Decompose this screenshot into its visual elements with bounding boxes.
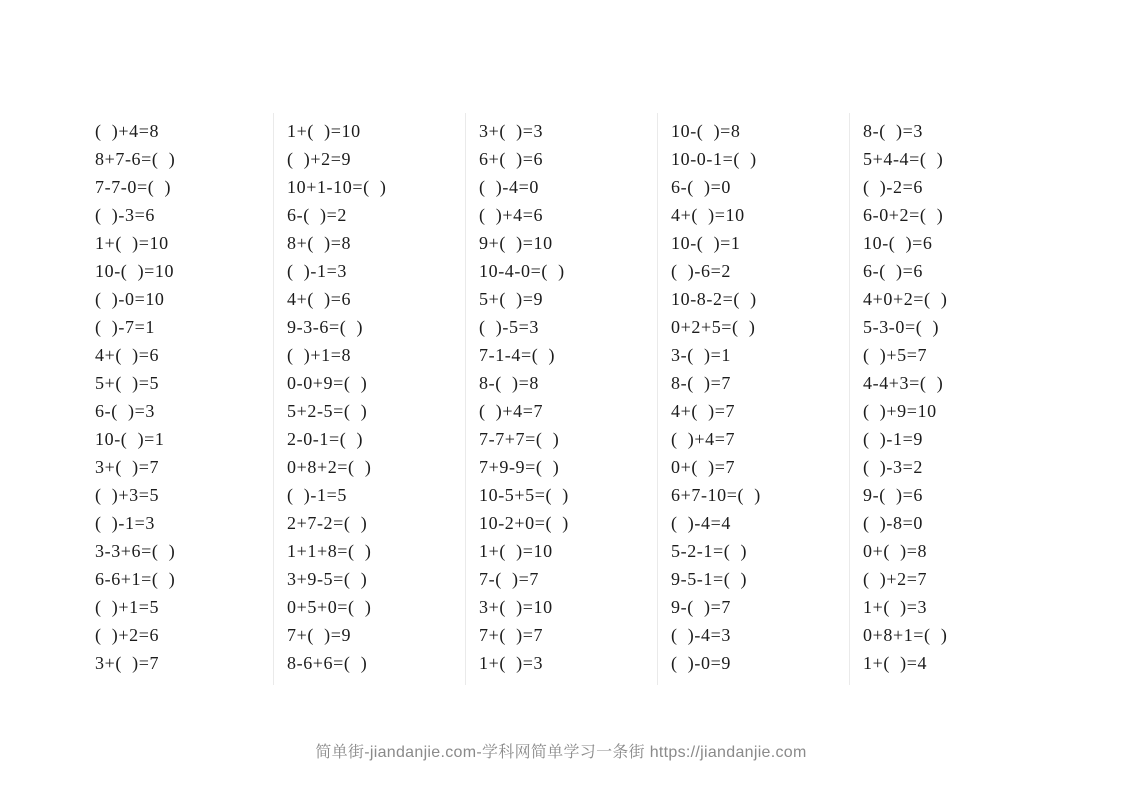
problem-item: 7+( )=7 xyxy=(479,625,544,645)
problem-item: 0+( )=8 xyxy=(863,541,928,561)
problem-item: 10-4-0=( ) xyxy=(479,261,565,281)
problem-item: 9-( )=7 xyxy=(671,597,731,617)
problem-item: ( )-1=3 xyxy=(95,513,155,533)
problem-item: ( )-5=3 xyxy=(479,317,539,337)
problem-item: 6-( )=2 xyxy=(287,205,347,225)
worksheet-column-5 xyxy=(849,113,1041,685)
worksheet-column-4 xyxy=(657,113,849,685)
problem-item: 0+8+2=( ) xyxy=(287,457,372,477)
problem-item: 6-( )=0 xyxy=(671,177,731,197)
problem-item: 0-0+9=( ) xyxy=(287,373,368,393)
problem-item: 5+( )=9 xyxy=(479,289,544,309)
problem-item: 1+( )=10 xyxy=(95,233,169,253)
problem-item: ( )-4=4 xyxy=(671,513,731,533)
problem-item: 6-( )=3 xyxy=(95,401,155,421)
problem-item: 10-( )=1 xyxy=(671,233,741,253)
problem-item: ( )-4=3 xyxy=(671,625,731,645)
problem-item: 10-( )=10 xyxy=(95,261,175,281)
worksheet-column-1 xyxy=(81,113,273,685)
problem-item: 7+9-9=( ) xyxy=(479,457,560,477)
problem-item: 0+2+5=( ) xyxy=(671,317,756,337)
problem-item: 7-( )=7 xyxy=(479,569,539,589)
problem-item: 6-6+1=( ) xyxy=(95,569,176,589)
problem-item: 9+( )=10 xyxy=(479,233,553,253)
problem-item: ( )-3=6 xyxy=(95,205,155,225)
problem-item: ( )+3=5 xyxy=(95,485,160,505)
problem-item: 10-( )=8 xyxy=(671,121,741,141)
problem-item: 5-2-1=( ) xyxy=(671,541,748,561)
problem-item: 4+( )=6 xyxy=(95,345,160,365)
worksheet-columns xyxy=(81,113,1041,685)
problem-item: ( )+1=8 xyxy=(287,345,352,365)
problem-item: 5+2-5=( ) xyxy=(287,401,368,421)
problem-item: 5+( )=5 xyxy=(95,373,160,393)
problem-item: 9-( )=6 xyxy=(863,485,923,505)
problem-item: ( )+2=7 xyxy=(863,569,928,589)
problem-item: ( )-6=2 xyxy=(671,261,731,281)
problem-item: 1+( )=3 xyxy=(863,597,928,617)
problem-item: ( )+2=9 xyxy=(287,149,352,169)
problem-item: ( )-0=10 xyxy=(95,289,165,309)
problem-item: 10-5+5=( ) xyxy=(479,485,569,505)
problem-item: 2+7-2=( ) xyxy=(287,513,368,533)
problem-item: 4+( )=7 xyxy=(671,401,736,421)
problem-item: 8-( )=3 xyxy=(863,121,923,141)
problem-item: 0+8+1=( ) xyxy=(863,625,948,645)
problem-item: 1+( )=4 xyxy=(863,653,928,673)
problem-item: ( )+4=6 xyxy=(479,205,544,225)
problem-item: 1+( )=3 xyxy=(479,653,544,673)
problem-item: 4+0+2=( ) xyxy=(863,289,948,309)
problem-item: 7-1-4=( ) xyxy=(479,345,556,365)
problem-item: 10-2+0=( ) xyxy=(479,513,569,533)
footer-watermark: 简单街-jiandanjie.com-学科网简单学习一条街 https://jiandanjie.com xyxy=(315,744,807,761)
problem-item: 6-0+2=( ) xyxy=(863,205,944,225)
problem-item: 3+( )=7 xyxy=(95,653,160,673)
problem-item: 1+( )=10 xyxy=(287,121,361,141)
problem-item: ( )-0=9 xyxy=(671,653,731,673)
problem-item: 9-3-6=( ) xyxy=(287,317,364,337)
problem-item: ( )-1=9 xyxy=(863,429,923,449)
problem-item: ( )+4=8 xyxy=(95,121,160,141)
problem-item: 1+1+8=( ) xyxy=(287,541,372,561)
problem-item: 4-4+3=( ) xyxy=(863,373,944,393)
problem-item: 7-7+7=( ) xyxy=(479,429,560,449)
problem-item: 9-5-1=( ) xyxy=(671,569,748,589)
problem-item: ( )+4=7 xyxy=(671,429,736,449)
problem-item: 7-7-0=( ) xyxy=(95,177,172,197)
problem-item: ( )-3=2 xyxy=(863,457,923,477)
problem-item: ( )-4=0 xyxy=(479,177,539,197)
problem-item: 3-3+6=( ) xyxy=(95,541,176,561)
problem-item: 8+7-6=( ) xyxy=(95,149,176,169)
problem-item: ( )+4=7 xyxy=(479,401,544,421)
problem-item: 3+9-5=( ) xyxy=(287,569,368,589)
problem-item: 10+1-10=( ) xyxy=(287,177,387,197)
problem-item: 4+( )=10 xyxy=(671,205,745,225)
problem-item: 8+( )=8 xyxy=(287,233,352,253)
problem-item: ( )-1=3 xyxy=(287,261,347,281)
problem-item: ( )-1=5 xyxy=(287,485,347,505)
problem-item: 3+( )=7 xyxy=(95,457,160,477)
problem-item: 6+( )=6 xyxy=(479,149,544,169)
problem-item: 3+( )=3 xyxy=(479,121,544,141)
problem-item: 0+5+0=( ) xyxy=(287,597,372,617)
problem-item: 6-( )=6 xyxy=(863,261,923,281)
problem-item: 5-3-0=( ) xyxy=(863,317,940,337)
problem-item: 8-( )=8 xyxy=(479,373,539,393)
problem-item: ( )+5=7 xyxy=(863,345,928,365)
problem-item: ( )+2=6 xyxy=(95,625,160,645)
problem-item: ( )+9=10 xyxy=(863,401,937,421)
problem-item: 10-0-1=( ) xyxy=(671,149,757,169)
problem-item: 1+( )=10 xyxy=(479,541,553,561)
problem-item: ( )+1=5 xyxy=(95,597,160,617)
problem-item: 10-( )=6 xyxy=(863,233,933,253)
problem-item: 3-( )=1 xyxy=(671,345,731,365)
problem-item: 0+( )=7 xyxy=(671,457,736,477)
problem-item: 6+7-10=( ) xyxy=(671,485,761,505)
worksheet-column-3 xyxy=(465,113,657,685)
problem-item: ( )-2=6 xyxy=(863,177,923,197)
problem-item: 5+4-4=( ) xyxy=(863,149,944,169)
problem-item: 8-6+6=( ) xyxy=(287,653,368,673)
problem-item: ( )-8=0 xyxy=(863,513,923,533)
problem-item: 4+( )=6 xyxy=(287,289,352,309)
worksheet-column-2 xyxy=(273,113,465,685)
problem-item: 10-( )=1 xyxy=(95,429,165,449)
problem-item: 10-8-2=( ) xyxy=(671,289,757,309)
problem-item: ( )-7=1 xyxy=(95,317,155,337)
problem-item: 8-( )=7 xyxy=(671,373,731,393)
problem-item: 3+( )=10 xyxy=(479,597,553,617)
problem-item: 2-0-1=( ) xyxy=(287,429,364,449)
problem-item: 7+( )=9 xyxy=(287,625,352,645)
